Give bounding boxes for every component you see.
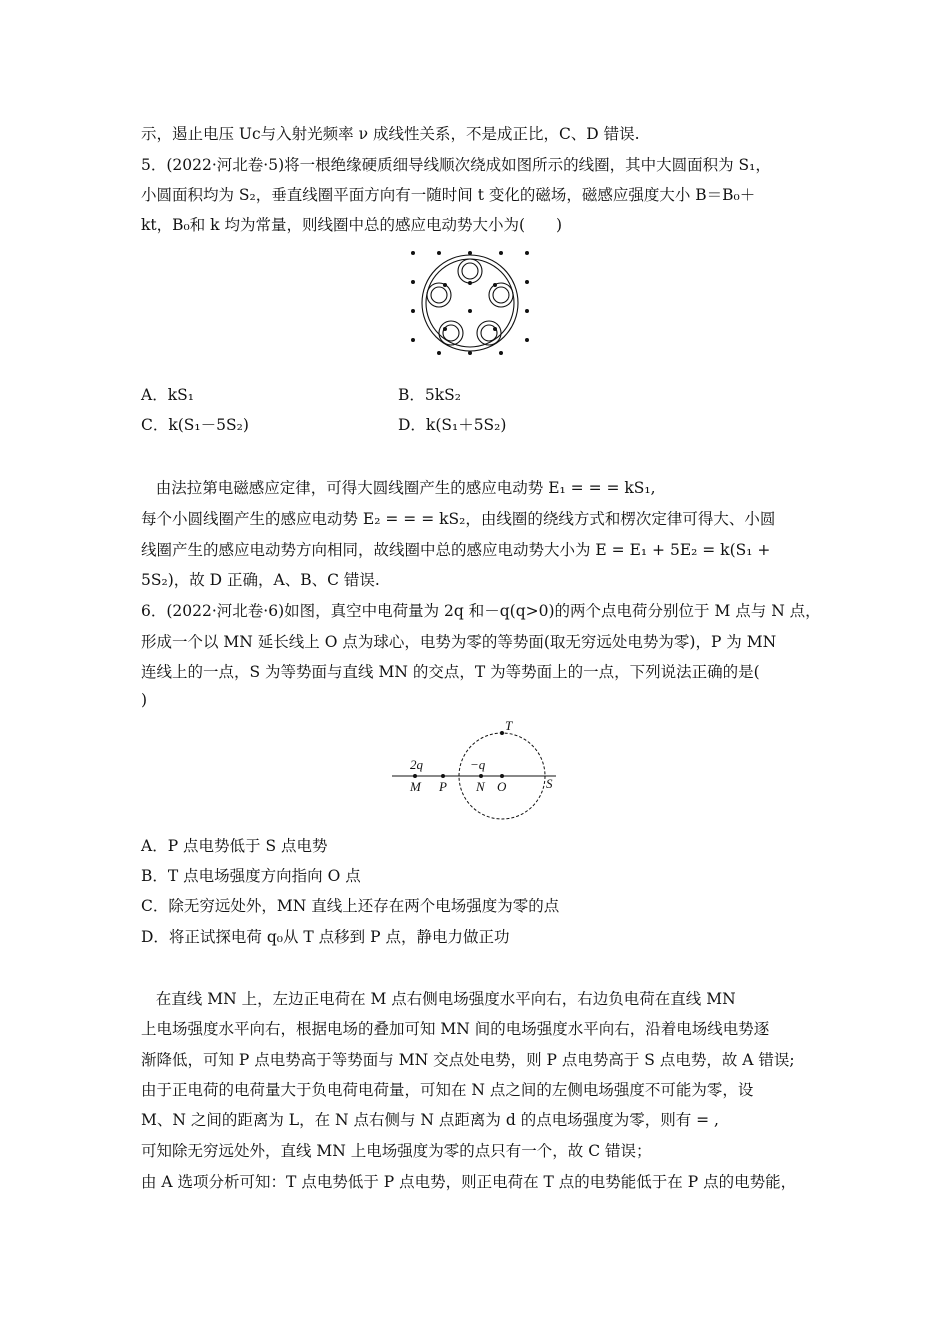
option-d: D．k(S₁＋5S₂) — [398, 416, 507, 434]
field-dot — [411, 251, 415, 255]
text-line: 由于正电荷的电荷量大于负电荷电荷量，可知在 N 点之间的左侧电场强度不可能为零，设 — [141, 1081, 754, 1099]
question-6-stem: 6．(2022·河北卷·6)如图，真空中电荷量为 2q 和－q(q>0)的两个点电荷分别位于 M 点与 N 点， — [141, 602, 821, 620]
text-line: 线圈产生的感应电动势方向相同，故线圈中总的感应电动势大小为 E = E₁ + 5E₂ = k(S₁ + — [141, 541, 771, 559]
text-line: 5S₂)，故 D 正确，A、B、C 错误. — [141, 571, 380, 589]
option-c: C．k(S₁－5S₂) — [141, 416, 249, 434]
field-dot — [468, 351, 472, 355]
answer-row — [141, 957, 809, 979]
label-neg-q: −q — [470, 757, 486, 772]
text-line: 连线上的一点，S 为等势面与直线 MN 的交点，T 为等势面上的一点，下列说法正确的是( — [141, 663, 760, 681]
point-t — [500, 731, 504, 735]
option-a: A．P 点电势低于 S 点电势 — [141, 837, 328, 855]
label-o: O — [497, 779, 507, 794]
field-dot — [437, 351, 441, 355]
option-b: B．5kS₂ — [398, 386, 461, 404]
field-dot — [411, 338, 415, 342]
label-t: T — [505, 718, 513, 733]
explanation-row — [141, 477, 809, 499]
option-c: C．除无穷远处外，MN 直线上还存在两个电场强度为零的点 — [141, 897, 560, 915]
point-o — [500, 774, 504, 778]
field-dot — [525, 309, 529, 313]
field-dot — [411, 309, 415, 313]
point-m — [413, 774, 417, 778]
field-dot — [468, 309, 472, 313]
text-line: 示，遏止电压 Uc与入射光频率 ν 成线性关系，不是成正比，C、D 错误. — [141, 125, 640, 143]
explanation-text: 在直线 MN 上，左边正电荷在 M 点右侧电场强度水平向右，右边负电荷在直线 MN — [155, 990, 736, 1008]
text-line: 每个小圆线圈产生的感应电动势 E₂ = = = kS₂，由线圈的绕线方式和楞次定律可得大、小圆 — [141, 510, 776, 528]
explanation-row — [141, 988, 809, 1010]
option-b: B．T 点电场强度方向指向 O 点 — [141, 867, 361, 885]
field-dot — [468, 251, 472, 255]
field-dot — [525, 251, 529, 255]
label-n: N — [476, 779, 485, 794]
answer-row — [141, 446, 809, 468]
option-d: D．将正试探电荷 q₀从 T 点移到 P 点，静电力做正功 — [141, 928, 510, 946]
option-a: A．kS₁ — [141, 386, 194, 404]
text-line: M、N 之间的距离为 L，在 N 点右侧与 N 点距离为 d 的点电场强度为零，则有 = , — [141, 1111, 719, 1129]
question-5-stem: 5．(2022·河北卷·5)将一根绝缘硬质细导线顺次绕成如图所示的线圈，其中大圆面积为 S₁， — [141, 156, 771, 174]
point-p — [441, 774, 445, 778]
text-line: 形成一个以 MN 延长线上 O 点为球心，电势为零的等势面(取无穷远处电势为零)，P 为 MN — [141, 633, 777, 651]
field-dot — [499, 251, 503, 255]
field-dot — [411, 280, 415, 284]
text-line: 可知除无穷远处外，直线 MN 上电场强度为零的点只有一个，故 C 错误； — [141, 1142, 652, 1160]
text-line: kt，B₀和 k 均为常量，则线圈中总的感应电动势大小为( ) — [141, 216, 563, 234]
label-s: S — [546, 776, 553, 791]
field-dot — [437, 251, 441, 255]
label-p: P — [439, 779, 447, 794]
text-line: 上电场强度水平向右，根据电场的叠加可知 MN 间的电场强度水平向右，沿着电场线电势逐 — [141, 1020, 770, 1038]
explanation-text: 由法拉第电磁感应定律，可得大圆线圈产生的感应电动势 E₁ = = = kS₁, — [155, 479, 656, 497]
text-line: 由 A 选项分析可知：T 点电势低于 P 点电势，则正电荷在 T 点的电势能低于在 P 点的电势能， — [141, 1173, 797, 1191]
text-line: 小圆面积均为 S₂，垂直线圈平面方向有一随时间 t 变化的磁场，磁感应强度大小 B＝B₀＋ — [141, 186, 756, 204]
text-line: 渐降低，可知 P 点电势高于等势面与 MN 交点处电势，则 P 点电势高于 S 点电势，故 A 错误; — [141, 1051, 795, 1069]
charge-figure — [390, 718, 560, 828]
text-line: ) — [141, 691, 148, 709]
field-dot — [499, 351, 503, 355]
coil-figure — [405, 245, 535, 360]
point-n — [479, 774, 483, 778]
field-dot — [525, 338, 529, 342]
label-2q: 2q — [410, 757, 423, 772]
label-m: M — [410, 779, 421, 794]
field-dot — [525, 280, 529, 284]
